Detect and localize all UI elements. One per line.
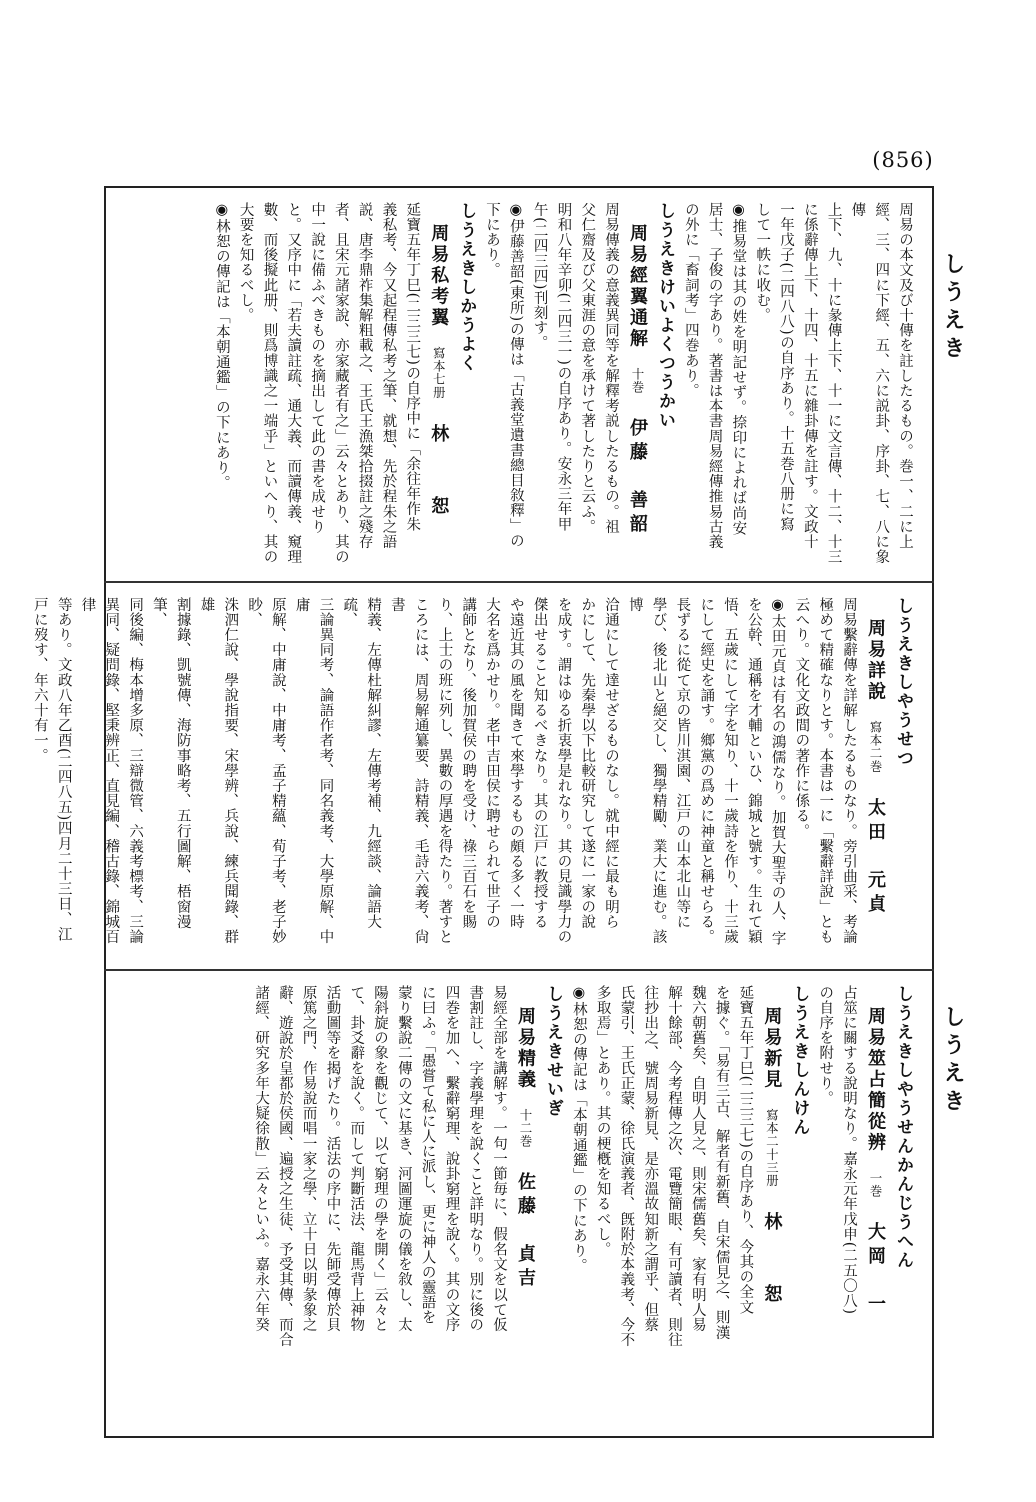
entry-title-line <box>622 202 652 571</box>
entry-volumes: 寫本七册 <box>431 346 447 399</box>
text-line: を公幹、通稱を才輔といひ、錦城と號す。生れて穎 <box>745 597 762 945</box>
entry-title-line <box>756 985 786 1426</box>
text-line: ◉林恕の傳記は「本朝通鑑」の下にあり。 <box>213 202 230 491</box>
text-line: ◉推易堂は其の姓を明記せず。捺印によれば尚安 <box>730 202 747 536</box>
text-line: 氏蒙引、王氏正蒙、徐氏演義者、旣附於本義考、今不 <box>618 985 635 1348</box>
running-head-bottom: しうえき <box>940 1005 966 1117</box>
text-line: 等あり。文政八年乙酉(二四八五)四月二十三日、江 <box>55 597 72 942</box>
entry-title-line <box>860 597 890 959</box>
text-line: と。又序中に「若夫讀註疏、通大義、而讀傳義、窺理 <box>285 202 302 565</box>
text-line: 原篤之門、作易說而唱一家之學、立十日以明彖象之 <box>300 985 317 1333</box>
text-line: を據ぐ。「易有三古、解者有新舊、自宋儒見之、則漢 <box>713 985 730 1341</box>
text-line: 悟、五歲にして字を知り、十一歲詩を作り、十三歲 <box>722 597 739 945</box>
page-number: (856) <box>872 148 934 172</box>
text-line: り、上士の班に列し、異數の厚遇を得たり。著すと <box>436 597 453 945</box>
text-line: 割據錄、凱號傳、海防事略考、五行圖解、梧窗漫筆、 <box>150 597 191 930</box>
text-line: にして經史を誦す。鄉黨の爲めに神童と稱せらる。 <box>698 597 715 945</box>
text-line: 解十餘部、今考程傳之次、電覽簡眼、有可讀者、則往 <box>666 985 683 1348</box>
entry-author: 林 恕 <box>428 423 450 520</box>
entry-author: 太田 元貞 <box>865 797 886 918</box>
entry-title: 周易新見 <box>761 1006 783 1091</box>
entry-volumes: 十二巻 <box>518 1108 534 1148</box>
text-line: 數、而後擬此册、則爲博識之一端乎」といへり、其の <box>261 202 278 565</box>
text-line: 原解、中庸說、中庸考、孟子精蘊、荀子考、老子妙眇、 <box>246 597 286 945</box>
text-line: 下にあり。 <box>484 202 501 278</box>
entry-title-line <box>423 202 453 571</box>
text-line: 長ずるに從て京の皆川淇園、江戸の山本北山等に <box>674 597 691 930</box>
text-line: 多取焉」とあり。其の梗槪を知るべし。 <box>594 985 611 1257</box>
entry-title: 周易精義 <box>515 1006 537 1091</box>
text-line: て、卦爻辭を說く。而して判斷活法、龍馬背上神物 <box>348 985 365 1333</box>
text-line: 周易繫辭傳を詳解したるものなり。旁引曲采、考論 <box>841 597 857 945</box>
text-line: 延寶五年丁巳(二三三七)の自序中に「余往年作朱 <box>404 202 421 532</box>
text-line: 義私考、今又起程傳私考之筆、就想、先於程朱之語 <box>380 202 397 550</box>
text-line: 父仁齋及び父東涯の意を承けて著したりと云ふ。 <box>579 202 596 535</box>
text-line: 書割註し、字義學理を說くこと詳明なり。別に後の <box>467 985 484 1333</box>
text-line: の自序を附せり。 <box>817 985 834 1106</box>
entry-title: 周易筮占簡從辨 <box>865 1006 886 1154</box>
text-line: 一年戊子(二四八八)の自序あり。十五巻八册に寫 <box>778 202 795 532</box>
text-line: 大名を爲かせり。老中吉田侯に聘せられて世子の <box>484 597 501 930</box>
text-line: を成す。謂はゆる折衷學是れなり。其の見識學力の <box>555 597 572 945</box>
text-line: して一帙に收む。 <box>754 202 771 323</box>
column-band-bottom <box>104 971 934 1436</box>
entry-title: 周易詳說 <box>865 618 886 703</box>
text-line: 説、唐李鼎祚集解粗載之、王氏王漁桀拾掇註之殘存 <box>356 202 373 550</box>
entry-volumes: 十巻 <box>630 367 646 394</box>
entry-heading: しうえきせいぎ <box>543 985 564 1118</box>
entry-author: 大岡 一 <box>865 1222 886 1319</box>
entry-author: 林 恕 <box>761 1211 783 1308</box>
entry-heading: しうえきしやうせんかんじうへん <box>893 985 913 1270</box>
text-line: 精義、左傳杜解糾謬、左傳考補、九經談、論語大疏、 <box>341 597 382 930</box>
text-line: 洽通にして達せざるものなし。就中經に最も明ら <box>603 597 620 930</box>
column-band-middle <box>31 583 934 969</box>
text-line: 云へり。文化文政間の著作に係る。 <box>793 597 810 839</box>
entry-heading: しうえきしかうよく <box>456 202 477 373</box>
text-line: 蒙り繫說二傳の文に基き、河圖運旋の儀を敘し、太 <box>395 985 412 1333</box>
entry-volumes: 寫本二巻 <box>868 720 883 773</box>
text-line: ◉伊藤善韶(東所)の傳は「古義堂遺書總目敘釋」の <box>507 202 524 549</box>
text-line: の外に「畜詞考」四巻あり。 <box>682 202 699 399</box>
text-line: に曰ふ。「愚嘗て私に人に派し、更に神人の靈語を <box>419 985 436 1326</box>
text-line: 明和八年辛卯(二四三一)の自序あり。安永三年甲 <box>555 202 572 532</box>
entry-author: 伊藤 善韶 <box>627 418 649 539</box>
entry-volumes: 寫本二十三册 <box>764 1108 780 1187</box>
text-line: 諸經、研究多年大疑徐散」云々といふ。嘉永六年癸 <box>253 985 270 1333</box>
entry-heading: しうえきけいよくつうかい <box>655 202 676 430</box>
text-line: 周易の本文及び十傳を註したるもの。巻一、二に上 <box>897 202 913 550</box>
text-line: 居士、子俊の字あり。著書は本書周易經傳推易古義 <box>706 202 723 550</box>
text-line: 活動圖等を揭げたり。活法の序中に、先師受傳於貝 <box>324 985 341 1333</box>
entry-author: 佐藤 貞吉 <box>515 1172 537 1293</box>
text-line: 者、且宋元諸家說、亦家藏者有之」云々とあり、其の <box>332 202 349 565</box>
text-line: 大要を知るべし。 <box>237 202 254 323</box>
text-line: 午(二四三四)刊刻す。 <box>531 202 548 351</box>
text-line: 周易傳義の意義異同等を解釋考説したるもの。祖 <box>603 202 620 535</box>
entry-heading: しうえきしんけん <box>789 985 810 1137</box>
text-line: 往抄出之、號周易新見、是亦溫故知新之謂乎、但蔡 <box>642 985 659 1333</box>
text-line: 魏六朝舊矣、自明人見之、則宋儒舊矣、家有明人易 <box>689 985 706 1333</box>
text-line: 洙泗仁說、學說指要、宋學辨、兵說、練兵聞錄、群雄 <box>198 597 239 945</box>
entry-title-line <box>860 985 890 1426</box>
column-band-top <box>104 188 934 581</box>
text-line: 傑出せること知るべきなり。其の江戸に教授する <box>531 597 548 930</box>
entry-title: 周易經翼通解 <box>627 223 649 350</box>
text-line: 戸に歿す、年六十有一。 <box>31 597 48 764</box>
text-line: 四巻を加へ、繫辭窮理、說卦窮理を說く。其の文序 <box>443 985 460 1333</box>
text-line: 極めて精確なりとす。本書は一に「繫辭詳說」とも <box>817 597 834 945</box>
text-line: ころには、周易解通纂要、詩精義、毛詩六義考、尙書 <box>388 597 429 945</box>
text-line: 辭、遊說於皇都於侯國、遍授之生徒、予受其傳、而合 <box>276 985 293 1348</box>
text-line: ◉林恕の傳記は「本朝通鑑」の下にあり。 <box>570 985 587 1274</box>
text-line: 上下、九、十に彖傳上下、十一に文言傳、十二、十三 <box>825 202 842 565</box>
text-line: ◉太田元貞は有名の鴻儒なり。加賀大聖寺の人、字 <box>769 597 786 946</box>
entry-title-line <box>510 985 540 1426</box>
text-line: 異同、疑問錄、堅秉辨正、直見編、稽古錄、錦城百律 <box>79 597 120 945</box>
entry-title: 周易私考翼 <box>428 223 450 329</box>
text-line: 易經全部を講解す。一句一節毎に、假名文を以て仮 <box>491 985 508 1333</box>
text-line: に係辭傳上下、十四、十五に雜卦傳を註す。文政十 <box>801 202 818 550</box>
text-line: 陽斜旋の象を觀じて、以て窮理の學を開く」云々と <box>372 985 389 1333</box>
text-line: かにして、先秦學以下比較研究して遂に一家の說 <box>579 597 596 930</box>
text-line: 同後編、梅本增多原、三辯微管、六義考標考、三論 <box>127 597 144 945</box>
entry-volumes: 一巻 <box>868 1171 883 1198</box>
text-line: 學び、後北山と絕交し、獨學精勵、業大に進む。該博 <box>626 597 667 945</box>
text-line: 占筮に關する說明なり。嘉永元年戊申(二五〇八) <box>841 985 857 1315</box>
running-head-top: しうえき <box>940 252 966 364</box>
text-line: 中一說に備ふべきものを摘出して此の書を成せり <box>309 202 326 535</box>
text-line: 三論異同考、論語作者考、同名義考、大學原解、中庸 <box>293 597 334 945</box>
text-line: や遠近其の風を聞きて來學するもの頗る多く一時 <box>507 597 524 930</box>
text-line: 延寶五年丁巳(二三三七)の自序あり、今其の全文 <box>737 985 754 1315</box>
text-line: 經、三、四に下經、五、六に説卦、序卦、七、八に象傳 <box>849 202 890 565</box>
entry-heading: しうえきしやうせつ <box>893 597 913 768</box>
text-line: 講師となり、後加賀侯の聘を受け、祿三百石を賜 <box>460 597 477 930</box>
